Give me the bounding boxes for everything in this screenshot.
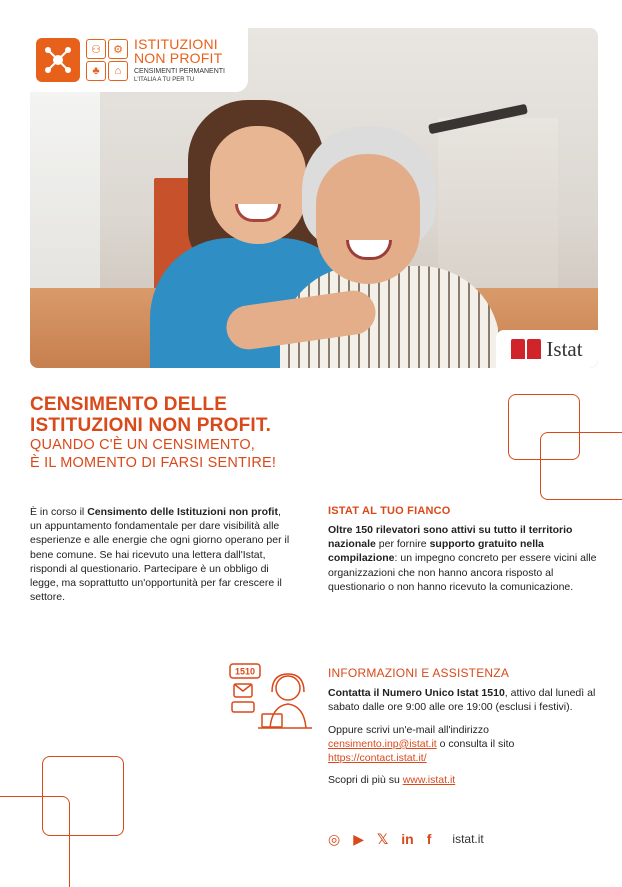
contact-site-link[interactable]: https://contact.istat.it/ (328, 752, 427, 765)
support-text-1: per fornire (375, 538, 430, 551)
istat-site-link[interactable]: www.istat.it (402, 774, 456, 787)
support-section (328, 505, 598, 594)
facebook-icon[interactable]: f (426, 831, 432, 847)
census-logo-mark-icon (36, 38, 80, 82)
instagram-icon[interactable]: ◎ (328, 831, 341, 847)
social-site-label[interactable]: istat.it (452, 832, 484, 846)
info-more-paragraph (328, 773, 598, 787)
logo-title-line2: NON PROFIT (134, 50, 223, 66)
info-email-paragraph (328, 723, 598, 766)
support-paragraph (328, 523, 598, 594)
intro-bold-1: Censimento delle Istituzioni non profit (87, 506, 278, 518)
decorative-square-bottom-overlap (0, 796, 70, 887)
tree-icon: ♣ (86, 61, 106, 81)
census-icons-grid (86, 39, 128, 81)
info-phone-bold: Contatta il Numero Unico Istat 1510 (328, 687, 505, 700)
gears-icon: ⚙ (108, 39, 128, 59)
background-window (30, 88, 100, 318)
istat-logo (496, 330, 598, 368)
x-icon[interactable]: 𝕏 (377, 831, 389, 847)
census-logo (30, 28, 248, 92)
info-email-text-2: o consulta il sito (436, 737, 515, 750)
email-link[interactable]: censimento.inp@istat.it (328, 737, 437, 750)
info-section (328, 666, 598, 795)
logo-title-line1: ISTITUZIONI (134, 36, 218, 52)
support-heading: ISTAT AL TUO FIANCO (328, 505, 451, 517)
call-center-illustration-icon (228, 662, 312, 734)
decorative-square-top-overlap (540, 432, 622, 500)
logo-tagline: L'ITALIA A TU PER TU (134, 77, 195, 83)
headline (30, 394, 330, 472)
intro-text-2: , un appuntamento fondamentale per dare visibilità alle esperienze e alle energie che ogni giorno operano per il bene comune. Se hai ricevuto una lettera dall'Istat, rispondi al questionario. Partecipare è un obbligo di legge, ma soprattutto un'opportunità per far crescere il settore. (30, 506, 290, 604)
youtube-icon[interactable]: ▶ (353, 831, 364, 847)
istat-logo-mark-icon (511, 339, 541, 359)
social-links (328, 832, 484, 846)
support-bold-2: supporto gratuito nella compilazione (328, 538, 544, 565)
intro-paragraph (30, 505, 292, 604)
illustration-badge-text: 1510 (234, 666, 256, 677)
headline-sub1: QUANDO C'È UN CENSIMENTO, (30, 437, 256, 453)
info-more-text: Scopri di più su (328, 774, 403, 787)
support-bold-1: Oltre 150 rilevatori sono attivi su tutto il territorio nazionale (328, 524, 573, 551)
support-text-2: : un impegno concreto per essere vicini alle organizzazioni che non hanno ancora risposto al questionario o non hanno ricevuto la comunicazione. (328, 552, 597, 593)
info-heading: INFORMAZIONI E ASSISTENZA (328, 666, 510, 680)
census-logo-text (134, 37, 225, 83)
building-icon: ⌂ (108, 61, 128, 81)
istat-logo-word: Istat (546, 336, 583, 361)
linkedin-icon[interactable]: in (401, 831, 414, 847)
info-phone-text: , attivo dal lunedì al sabato dalle ore 9:00 alle ore 19:00 (esclusi i festivi). (328, 687, 596, 714)
info-phone-paragraph (328, 686, 598, 714)
elderly-woman-face (316, 154, 420, 284)
info-email-text-1: Oppure scrivi un'e-mail all'indirizzo (328, 723, 489, 736)
headline-sub2: È IL MOMENTO DI FARSI SENTIRE! (30, 455, 277, 471)
logo-subtitle: CENSIMENTI PERMANENTI (134, 68, 226, 75)
headline-line1: CENSIMENTO DELLE (30, 394, 228, 415)
headline-line2: ISTITUZIONI NON PROFIT. (30, 415, 272, 436)
network-icon (42, 44, 74, 76)
intro-text-1: È in corso il (30, 506, 88, 518)
people-icon: ⚇ (86, 39, 106, 59)
young-woman-face (210, 126, 306, 244)
